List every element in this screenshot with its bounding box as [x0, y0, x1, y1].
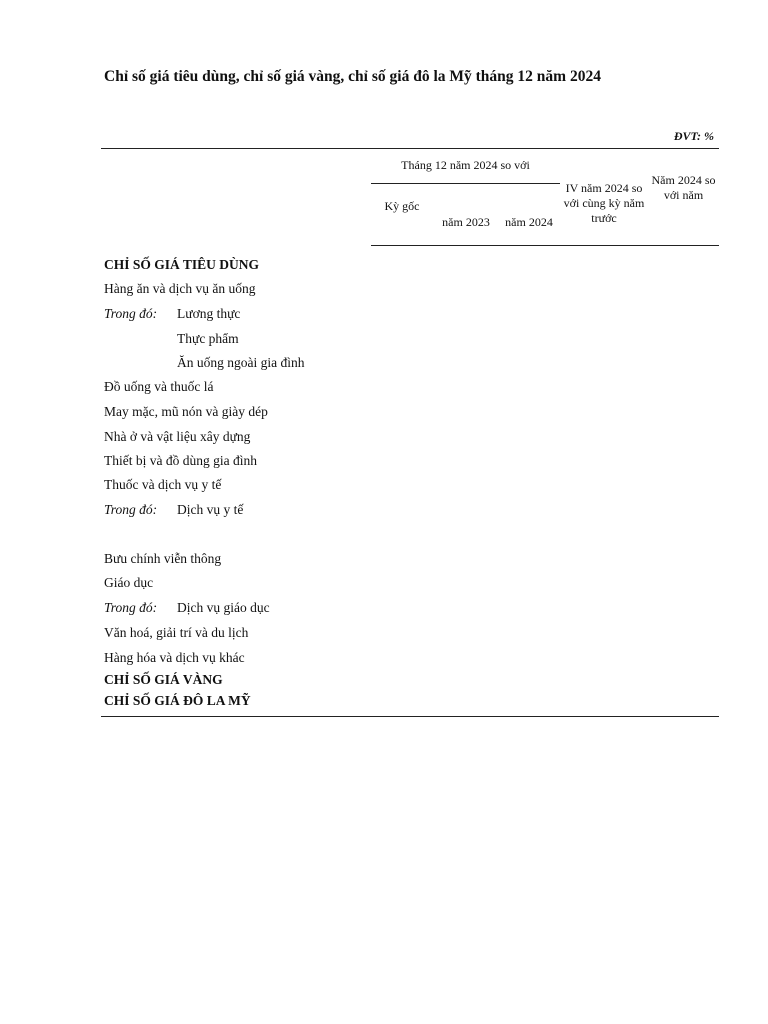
row-education-services — [104, 600, 270, 616]
header-year-vs-year: Năm 2024 so với năm — [651, 173, 716, 202]
row-medical-services-label: Dịch vụ y tế — [177, 502, 244, 517]
row-usd: CHỈ SỐ GIÁ ĐÔ LA MỸ — [104, 693, 251, 708]
page-title: Chỉ số giá tiêu dùng, chỉ số giá vàng, chỉ số giá đô la Mỹ tháng 12 năm 2024 — [104, 68, 601, 85]
row-beverages: Đồ uống và thuốc lá — [104, 379, 214, 394]
row-medical-services — [104, 502, 243, 518]
row-grain-label: Lương thực — [177, 306, 241, 321]
of-which-label: Trong đó: — [104, 502, 158, 517]
of-which-label: Trong đó: — [104, 600, 158, 615]
header-year-2024: năm 2024 — [505, 215, 553, 229]
table-top-rule — [101, 148, 719, 149]
of-which-label: Trong đó: — [104, 306, 158, 321]
row-foodstuff: Thực phẩm — [177, 331, 239, 346]
row-culture: Văn hoá, giải trí và du lịch — [104, 625, 249, 640]
table-bottom-rule — [101, 716, 719, 717]
unit-label: ĐVT: % — [673, 129, 714, 143]
header-bottom-rule — [371, 245, 719, 246]
row-housing: Nhà ở và vật liệu xây dựng — [104, 429, 251, 444]
row-post-telecom: Bưu chính viễn thông — [104, 551, 222, 566]
row-grain — [104, 306, 240, 322]
row-apparel: May mặc, mũ nón và giày dép — [104, 404, 268, 419]
header-base-period: Kỳ gốc — [384, 199, 420, 213]
row-cpi: CHỈ SỐ GIÁ TIÊU DÙNG — [104, 257, 260, 272]
row-other-goods: Hàng hóa và dịch vụ khác — [104, 650, 245, 665]
row-gold: CHỈ SỐ GIÁ VÀNG — [104, 672, 223, 687]
header-group: Tháng 12 năm 2024 so với — [401, 158, 530, 172]
row-household: Thiết bị và đồ dùng gia đình — [104, 453, 257, 468]
row-medicine: Thuốc và dịch vụ y tế — [104, 477, 222, 492]
header-year-2023: năm 2023 — [442, 215, 490, 229]
group-header-rule — [371, 183, 560, 184]
row-education: Giáo dục — [104, 575, 154, 590]
row-food-services: Hàng ăn và dịch vụ ăn uống — [104, 281, 256, 296]
row-education-services-label: Dịch vụ giáo dục — [177, 600, 270, 615]
row-eating-out: Ăn uống ngoài gia đình — [177, 355, 305, 370]
header-q4: IV năm 2024 so với cùng kỳ năm trước — [563, 181, 645, 225]
